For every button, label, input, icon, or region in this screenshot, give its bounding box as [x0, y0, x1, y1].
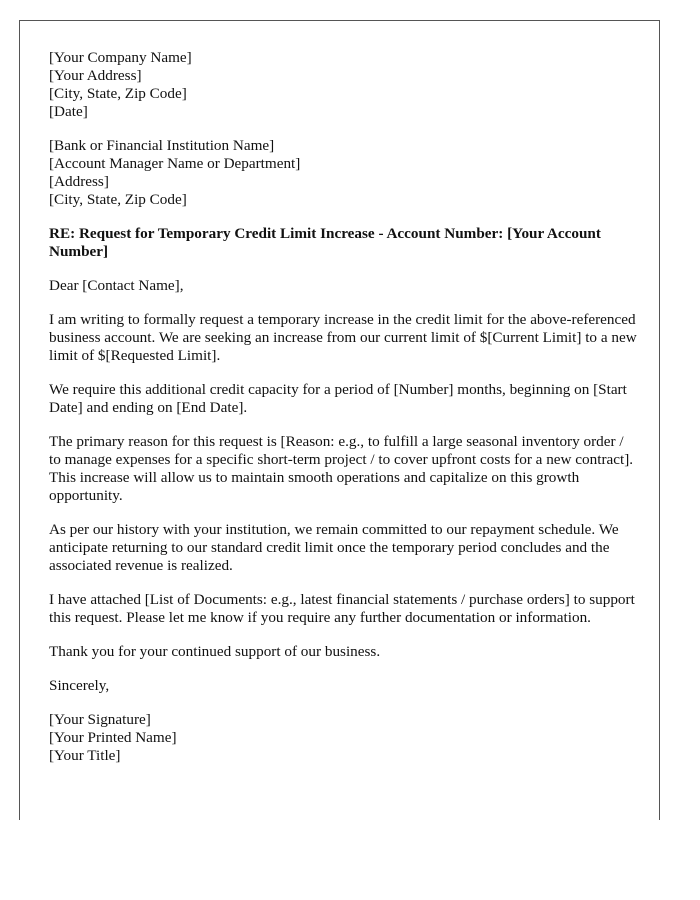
body-paragraph-4: As per our history with your institution, we remain committed to our repayment schedule. We anticipate returning to our standard credit limit once the temporary period concludes and the associated revenue is realized.	[49, 521, 619, 574]
recipient-block	[49, 137, 639, 209]
signature-block	[49, 711, 639, 765]
recipient-city-state-zip: [City, State, Zip Code]	[49, 191, 187, 208]
sender-block	[49, 49, 639, 121]
printed-name: [Your Printed Name]	[49, 729, 177, 746]
body-paragraph-5: I have attached [List of Documents: e.g., latest financial statements / purchase orders] to support this request. Please let me know if you require any further documentation or information.	[49, 591, 635, 626]
salutation: Dear [Contact Name],	[49, 277, 184, 294]
subject-line: RE: Request for Temporary Credit Limit Increase - Account Number: [Your Account Number]	[49, 225, 601, 260]
letter-page	[19, 20, 660, 820]
recipient-institution: [Bank or Financial Institution Name]	[49, 137, 275, 154]
closing: Sincerely,	[49, 677, 110, 694]
sender-date: [Date]	[49, 103, 88, 120]
sender-company: [Your Company Name]	[49, 49, 192, 66]
recipient-address: [Address]	[49, 173, 109, 190]
signature-line: [Your Signature]	[49, 711, 151, 728]
body-paragraph-3: The primary reason for this request is [Reason: e.g., to fulfill a large seasonal inventory order / to manage expenses for a specific short-term project / to cover upfront costs for a new contract]. This increase will allow us to maintain smooth operations and capitalize on this growth opportunity.	[49, 433, 634, 504]
body-paragraph-6: Thank you for your continued support of our business.	[49, 643, 381, 660]
sender-address: [Your Address]	[49, 67, 142, 84]
body-paragraph-2: We require this additional credit capacity for a period of [Number] months, beginning on [Start Date] and ending on [End Date].	[49, 381, 627, 416]
sender-city-state-zip: [City, State, Zip Code]	[49, 85, 187, 102]
letter-content	[49, 49, 639, 781]
recipient-manager: [Account Manager Name or Department]	[49, 155, 301, 172]
body-paragraph-1: I am writing to formally request a temporary increase in the credit limit for the above-referenced business account. We are seeking an increase from our current limit of $[Current Limit] to a new limit of $[Requested Limit].	[49, 311, 637, 364]
signer-title: [Your Title]	[49, 747, 121, 764]
